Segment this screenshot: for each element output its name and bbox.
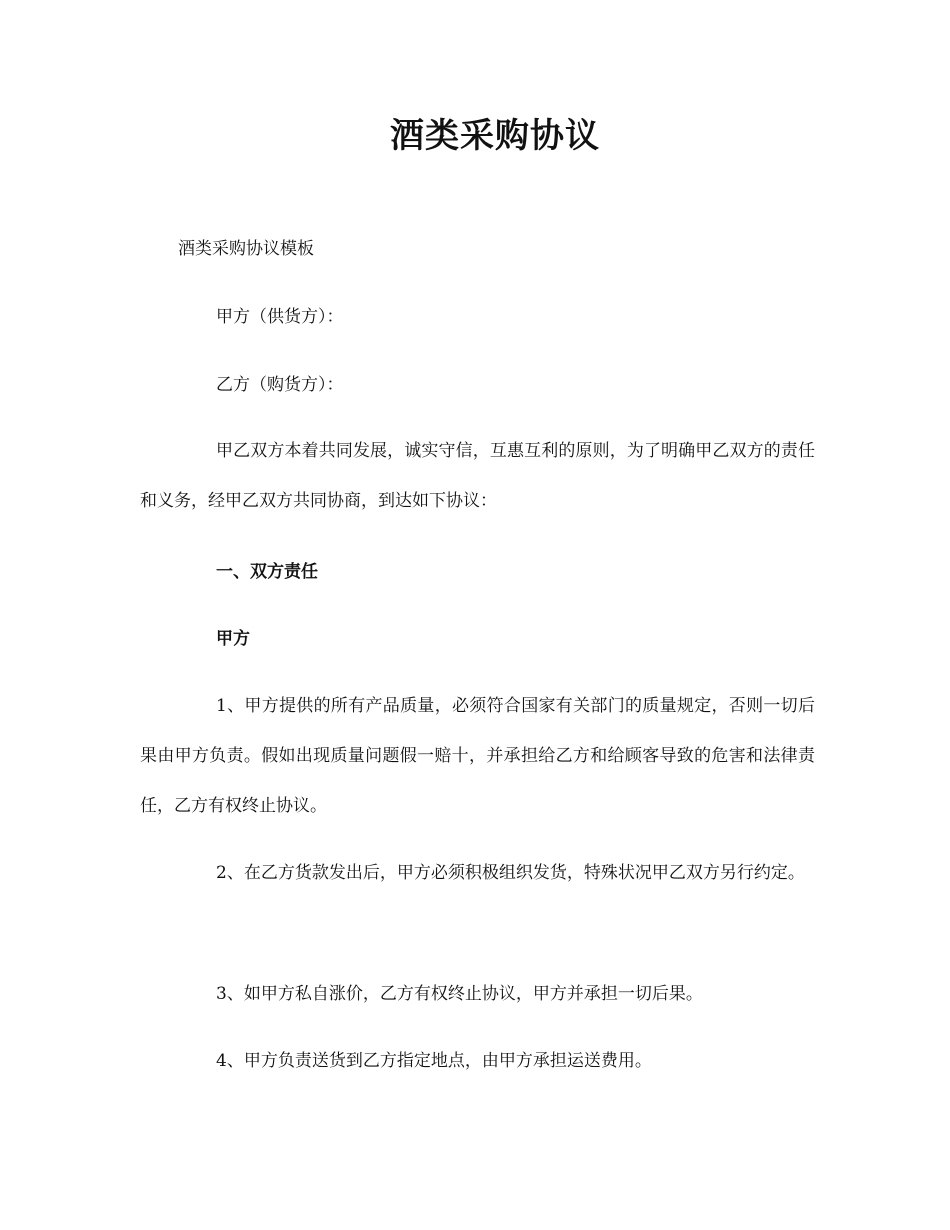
party-a-heading: 甲方 [216,629,250,649]
clause-1: 1、甲方提供的所有产品质量，必须符合国家有关部门的质量规定，否则一切后果由甲方负责。假如出现质量问题假一赔十，并承担给乙方和给顾客导致的危害和法律责任，乙方有权终止协议。 [140,696,815,816]
clause-3: 3、如甲方私自涨价，乙方有权终止协议，甲方并承担一切后果。 [216,984,703,1004]
document-subtitle: 酒类采购协议模板 [178,239,314,259]
party-b-line: 乙方（购货方）： [216,375,344,395]
clause-2: 2、在乙方货款发出后，甲方必须积极组织发货，特殊状况甲乙双方另行约定。 [216,863,805,883]
document-title: 酒类采购协议 [390,116,600,156]
party-a-line: 甲方（供货方）： [216,307,344,327]
clause-4: 4、甲方负责送货到乙方指定地点，由甲方承担运送费用。 [216,1051,652,1071]
intro-paragraph: 甲乙双方本着共同发展，诚实守信，互惠互利的原则，为了明确甲乙双方的责任和义务，经甲乙双方共同协商，到达如下协议： [140,441,815,511]
section-heading-responsibilities: 一、双方责任 [216,562,318,582]
